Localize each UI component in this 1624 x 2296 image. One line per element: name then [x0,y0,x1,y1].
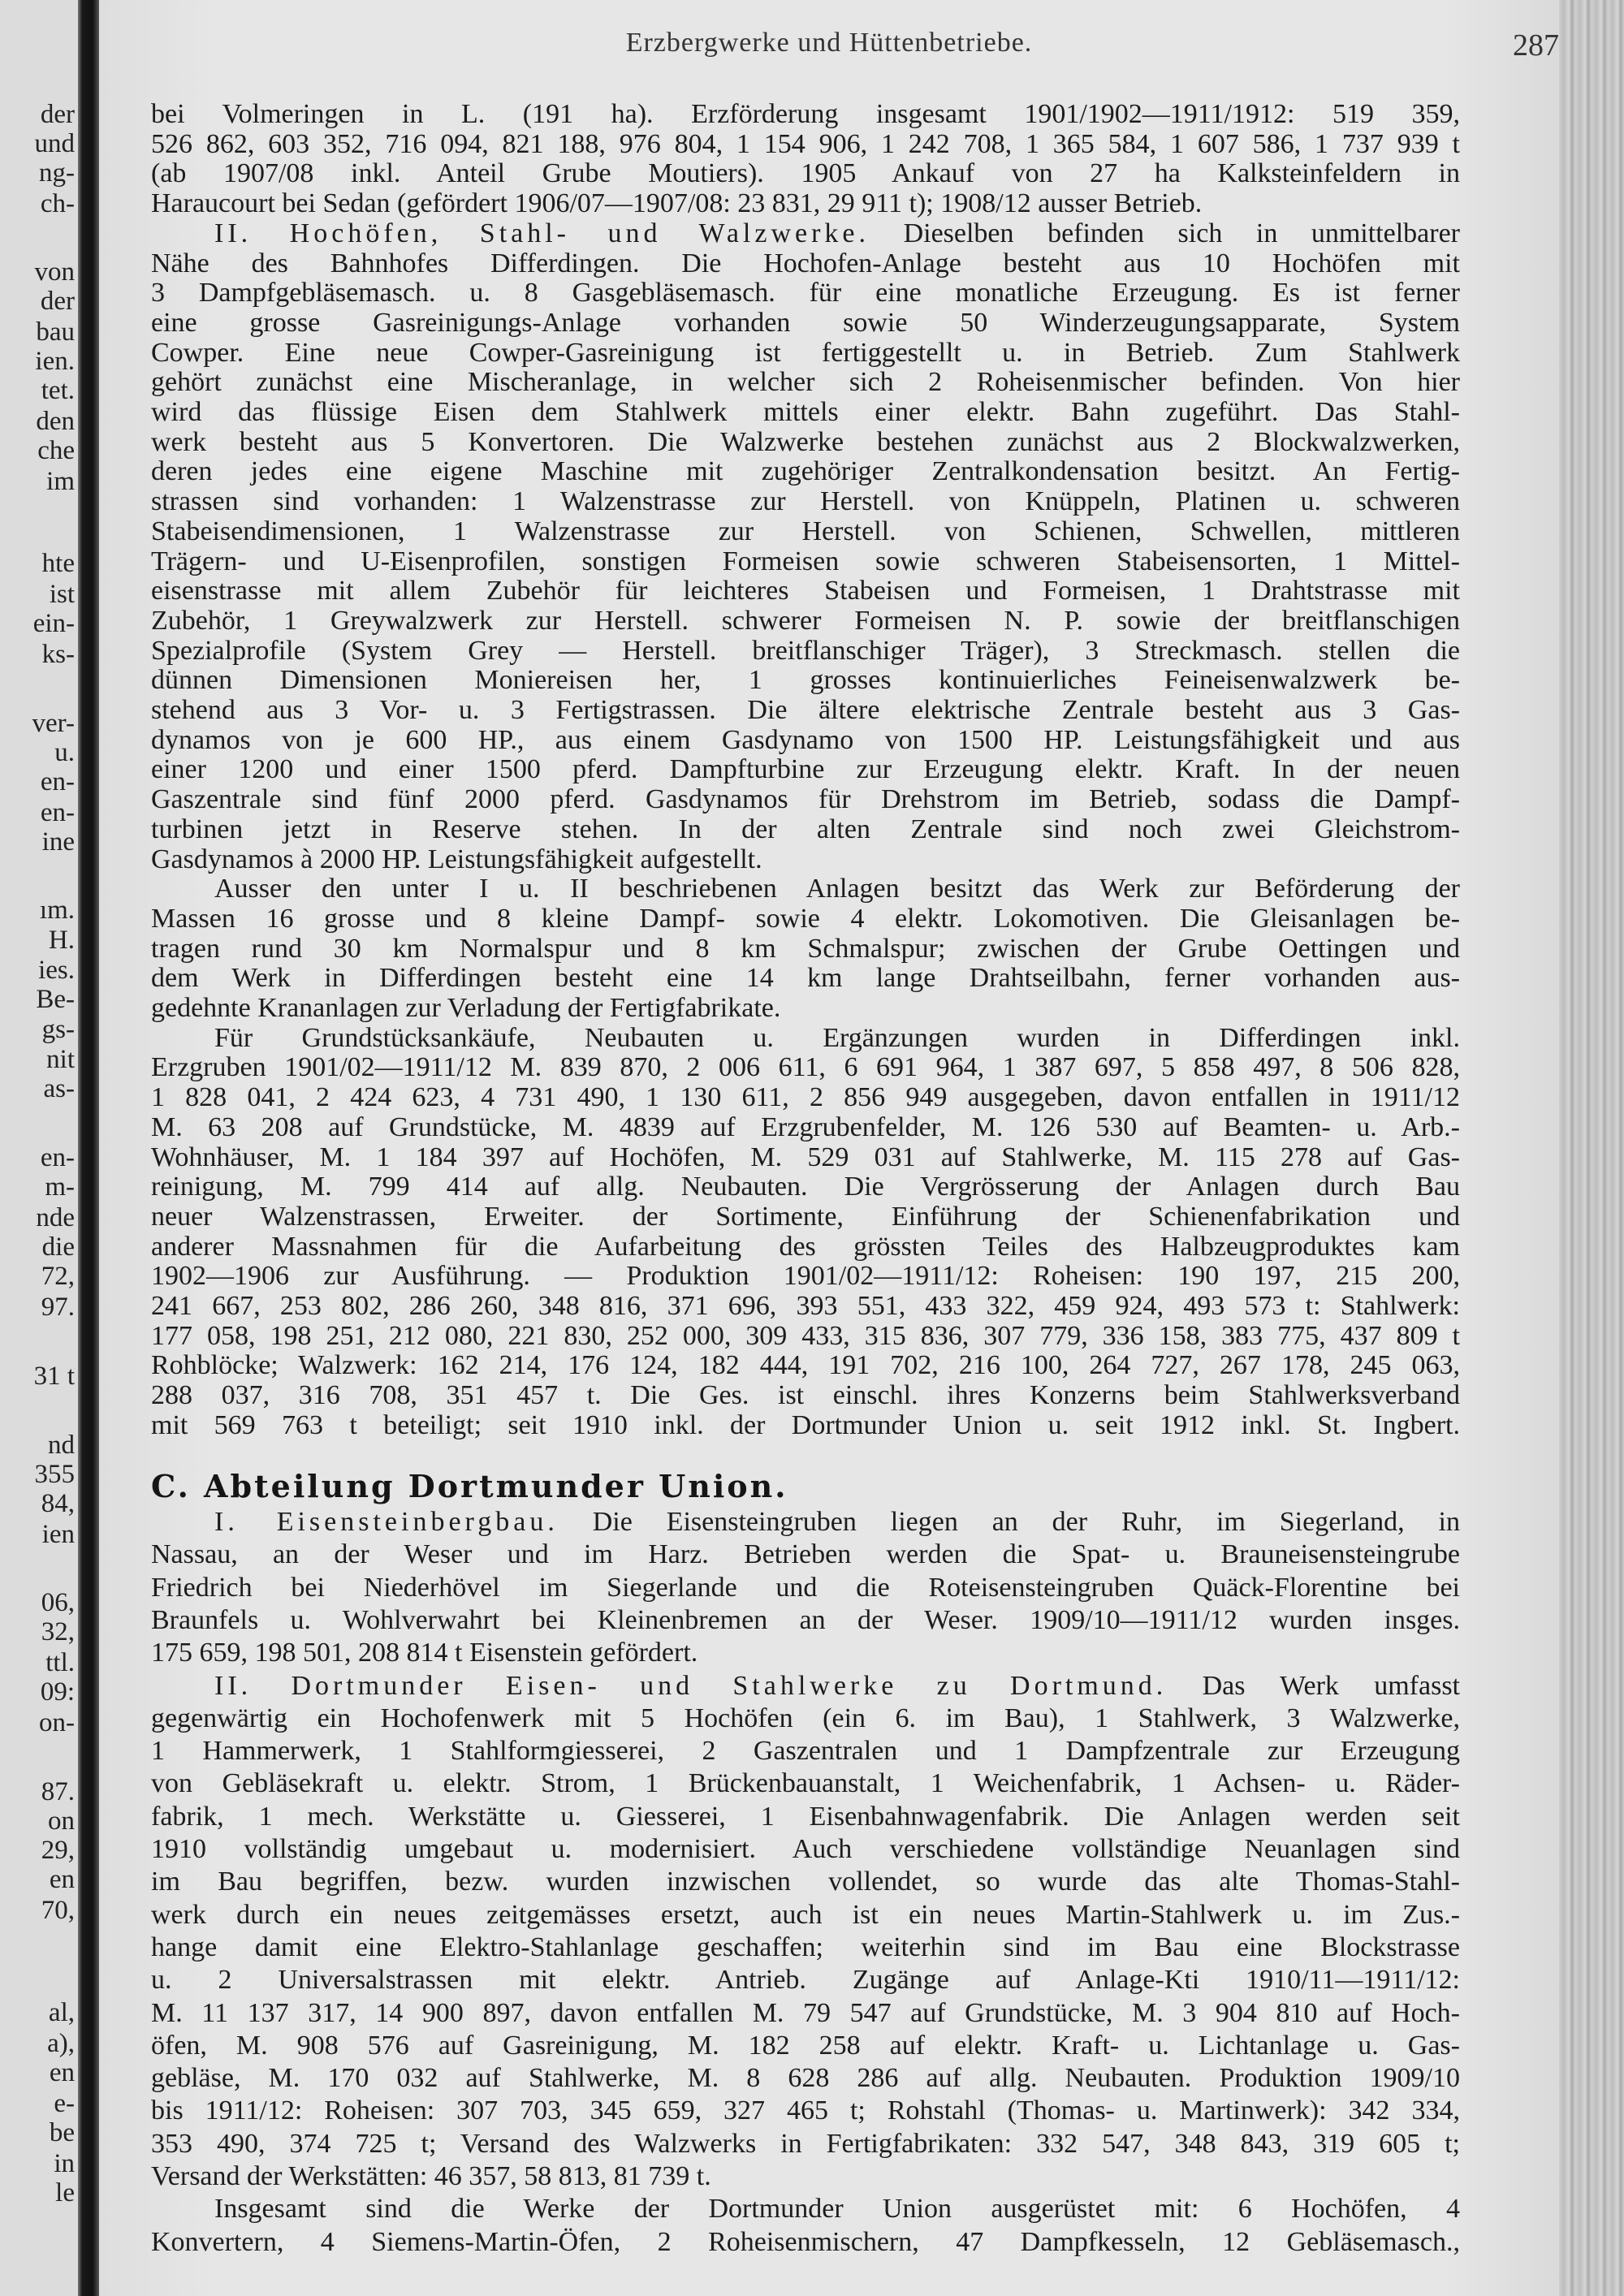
text-line [151,99,1460,130]
line-text: Wohnhäuser, M. 1 184 397 auf Hochöfen, M. 529 031 auf Stahlwerke, M. 115 278 auf Gas- [151,1142,1460,1172]
line-text: mit 569 763 t beteiligt; seit 1910 inkl. der Dortmunder Union u. seit 1912 inkl. St. Ingbert. [151,1409,1460,1440]
line-text: 1 Hammerwerk, 1 Stahlformgiesserei, 2 Gaszentralen und 1 Dampfzentrale zur Erzeugung [151,1736,1460,1767]
facing-page-fragment: ver- [32,708,75,738]
line-text: eisenstrasse mit allem Zubehör für leichteres Stabeisen und Formeisen, 1 Drahtstrasse mit [151,576,1460,606]
facing-page-fragment: m- [45,1172,75,1202]
text-line [151,1573,1460,1603]
line-text: Für Grundstücksankäufe, Neubauten u. Ergänzungen wurden in Differdingen inkl. [214,1022,1460,1053]
text-line [151,1507,1460,1538]
line-text: gebläse, M. 170 032 auf Stahlwerke, M. 8 628 286 auf allg. Neubauten. Produktion 1909/10 [151,2063,1460,2094]
text-line [151,367,1460,398]
text-line [151,1350,1460,1381]
text-line [151,1291,1460,1322]
line-text: wird das flüssige Eisen dem Stahlwerk mittels einer elektr. Bahn zugeführt. Das Stahl- [151,397,1460,427]
text-line [151,1932,1460,1963]
line-text: M. 11 137 317, 14 900 897, davon entfallen M. 79 547 auf Grundstücke, M. 3 904 810 auf Hoch- [151,1997,1460,2028]
facing-page-fragment: der [40,287,75,317]
line-text: 288 037, 316 708, 351 457 t. Die Ges. ist einschl. ihres Konzerns beim Stahlwerksverband [151,1380,1460,1411]
text-line [151,695,1460,726]
facing-page-fragment: u. [54,737,75,767]
text-line [151,427,1460,458]
facing-page-fragment: und [34,128,75,158]
line-text: 526 862, 603 352, 716 094, 821 188, 976 804, 1 154 906, 1 242 708, 1 365 584, 1 607 586, 1 737 939 t [151,128,1460,159]
line-text: gedehnte Krananlagen zur Verladung der Fertigfabrikate. [151,993,781,1023]
line-text: Das Werk umfasst [1167,1670,1461,1701]
facing-page-fragment: a), [47,2028,75,2058]
facing-page-fragment: bau [36,317,75,347]
facing-page-fragment: en- [40,1143,75,1173]
text-line [151,546,1460,577]
book-gutter [78,0,99,2296]
facing-page-fragment: H. [48,925,75,955]
line-text: fabrik, 1 mech. Werkstätte u. Giesserei, 1 Eisenbahnwagenfabrik. Die Anlagen werden seit [151,1801,1460,1832]
line-text: Friedrich bei Niederhövel im Siegerlande und die Roteisensteingruben Quäck-Florentine bei [151,1572,1460,1603]
line-text: anderer Massnahmen für die Aufarbeitung des grössten Teiles des Halbzeugproduktes kam [151,1231,1460,1262]
text-line [151,1202,1460,1232]
line-text: u. 2 Universalstrassen mit elektr. Antrieb. Zugänge auf Anlage-Kti 1910/11—1911/12: [151,1965,1460,1996]
line-text: neuer Walzenstrassen, Erweiter. der Sortimente, Einführung der Schienenfabrikation und [151,1201,1460,1232]
line-text: 3 Dampfgebläsemasch. u. 8 Gasgebläsemasch. für eine monatliche Erzeugung. Es ist ferner [151,278,1460,309]
line-text: Nähe des Bahnhofes Differdingen. Die Hochofen-Anlage besteht aus 10 Hochöfen mit [151,248,1460,278]
facing-page-edge [0,0,78,2296]
text-line [151,1082,1460,1113]
text-line [151,576,1460,606]
line-text: gehört zunächst eine Mischeranlage, in welcher sich 2 Roheisenmischer befinden. Von hier [151,367,1460,398]
facing-page-fragment: von [34,257,75,287]
page-number: 287 [1513,28,1559,63]
text-line [151,874,1460,904]
line-text: Trägern- und U-Eisenprofilen, sonstigen Formeisen sowie schweren Stabeisensorten, 1 Mittel- [151,546,1460,576]
text-line [151,248,1460,279]
text-line [151,1172,1460,1202]
line-text: Konvertern, 4 Siemens-Martin-Öfen, 2 Roheisenmischern, 47 Dampfkesseln, 12 Gebläsemasch., [151,2226,1460,2257]
line-text: 1910 vollständig umgebaut u. modernisiert. Auch verschiedene vollständige Neuanlagen sind [151,1834,1460,1864]
text-line [151,2031,1460,2061]
text-line [151,1261,1460,1292]
facing-page-fragment: 70, [41,1895,75,1925]
facing-page-fragment: ein- [32,609,75,639]
facing-page-fragment: che [37,436,75,466]
facing-page-fragment: hte [41,549,75,579]
line-text: Haraucourt bei Sedan (gefördert 1906/07—1907/08: 23 831, 29 911 t); 1908/12 ausser Betrieb. [151,188,1203,219]
text-line [151,158,1460,189]
text-line [151,1232,1460,1262]
text-line [151,665,1460,696]
line-text: tragen rund 30 km Normalspur und 8 km Schmalspur; zwischen der Grube Oettingen und [151,933,1460,964]
facing-page-fragment: ng- [39,158,75,188]
text-line [151,1321,1460,1352]
text-line [151,278,1460,309]
text-line [151,636,1460,667]
line-text: 175 659, 198 501, 208 814 t Eisenstein gefördert. [151,1638,698,1668]
facing-page-fragment: en- [40,797,75,827]
text-line [151,2095,1460,2126]
facing-page-fragment: en- [40,766,75,796]
line-text: deren jedes eine eigene Maschine mit zugehöriger Zentralkondensation besitzt. An Fertig- [151,456,1460,487]
text-line [151,2194,1460,2225]
facing-page-fragment: tet. [41,376,75,406]
text-line [151,1638,1460,1668]
text-line [151,1768,1460,1799]
line-text: bei Volmeringen in L. (191 ha). Erzförderung insgesamt 1901/1902—1911/1912: 519 359, [151,99,1460,129]
text-line [151,1703,1460,1734]
facing-page-fragment: nd [48,1430,75,1460]
line-text: stehend aus 3 Vor- u. 3 Fertigstrassen. Die ältere elektrische Zentrale besteht aus 3 Gas- [151,695,1460,725]
text-line [151,934,1460,965]
facing-page-fragment: ies. [38,956,75,986]
text-line [151,904,1460,934]
facing-page-fragment: en [49,1865,75,1895]
facing-page-fragment: nde [36,1203,75,1233]
text-line [151,1539,1460,1570]
line-text: bis 1911/12: Roheisen: 307 703, 345 659, 327 465 t; Rohstahl (Thomas- u. Martinwerk): 342 334, [151,2095,1460,2126]
facing-page-fragment: on- [39,1708,75,1738]
line-text: (ab 1907/08 inkl. Anteil Grube Moutiers). 1905 Ankauf von 27 ha Kalksteinfeldern in [151,158,1460,189]
facing-page-fragment: en [49,2058,75,2088]
text-line [151,963,1460,994]
line-text: Erzgruben 1901/02—1911/12 M. 839 870, 2 006 611, 6 691 964, 1 387 697, 5 858 497, 8 506 828, [151,1052,1460,1083]
facing-page-fragment: e- [54,2088,75,2118]
line-text: werk besteht aus 5 Konvertoren. Die Walzwerke bestehen zunächst aus 2 Blockwalzwerken, [151,426,1460,457]
line-text: Gasdynamos à 2000 HP. Leistungsfähigkeit aufgestellt. [151,844,762,874]
text-line [151,516,1460,547]
facing-page-fragment: 84, [41,1488,75,1518]
text-line [151,129,1460,160]
facing-page-fragment: 32, [41,1617,75,1647]
text-line [151,2227,1460,2258]
line-text: 241 667, 253 802, 286 260, 348 816, 371 696, 393 551, 433 322, 459 924, 493 573 t: Stahlwerk: [151,1291,1460,1321]
line-text: Dieselben befinden sich in unmittelbarer [870,218,1461,248]
text-line [151,1380,1460,1411]
line-text: 1 828 041, 2 424 623, 4 731 490, 1 130 611, 2 856 949 ausgegeben, davon entfallen in 1911/12 [151,1082,1460,1113]
line-text: Die Eisensteingruben liegen an der Ruhr, im Siegerland, in [558,1507,1460,1537]
text-line [151,606,1460,637]
text-line [151,1834,1460,1865]
line-text: einer 1200 und einer 1500 pferd. Dampfturbine zur Erzeugung elektr. Kraft. In der neuen [151,754,1460,785]
facing-page-fragment: 29, [41,1835,75,1865]
facing-page-fragment: al, [48,1998,75,2028]
facing-page-fragment: as- [43,1074,75,1104]
line-text: öfen, M. 908 576 auf Gasreinigung, M. 182 258 auf elektr. Kraft- u. Lichtanlage u. Gas- [151,2030,1460,2061]
text-line [151,1142,1460,1173]
line-text: werk durch ein neues zeitgemässes ersetzt, auch ist ein neues Martin-Stahlwerk u. im Zus.- [151,1899,1460,1930]
line-text: Insgesamt sind die Werke der Dortmunder Union ausgerüstet mit: 6 Hochöfen, 4 [214,2194,1460,2225]
text-line [151,486,1460,517]
facing-page-fragment: Be- [36,985,75,1015]
line-text: Zubehör, 1 Greywalzwerk zur Herstell. schwerer Formeisen N. P. sowie der breitflanschigen [151,605,1460,636]
line-text: M. 63 208 auf Grundstücke, M. 4839 auf Erzgrubenfelder, M. 126 530 auf Beamten- u. Arb.- [151,1111,1460,1142]
line-text: reinigung, M. 799 414 auf allg. Neubauten. Die Vergrösserung der Anlagen durch Bau [151,1172,1460,1202]
text-line [151,1867,1460,1897]
line-text: Ausser den unter I u. II beschriebenen Anlagen besitzt das Werk zur Beförderung der [214,874,1460,904]
section-heading: C. Abteilung Dortmunder Union. [151,1468,788,1504]
text-line [151,1112,1460,1143]
document-page [99,0,1559,2296]
text-line [151,1605,1460,1636]
line-text: turbinen jetzt in Reserve stehen. In der alten Zentrale sind noch zwei Gleichstrom- [151,814,1460,844]
line-text: Stabeisendimensionen, 1 Walzenstrasse zur Herstell. von Schienen, Schwellen, mittleren [151,516,1460,546]
spaced-heading-text: II. Dortmunder Eisen- und Stahlwerke zu Dortmund. [214,1670,1168,1701]
line-text: im Bau begriffen, bezw. wurden inzwischen vollendet, so wurde das alte Thomas-Stahl- [151,1867,1460,1897]
facing-page-fragment: 97. [41,1293,75,1323]
text-line [151,844,1460,875]
line-text: 353 490, 374 725 t; Versand des Walzwerks in Fertigfabrikaten: 332 547, 348 843, 319 605 t; [151,2128,1460,2159]
text-line [151,1965,1460,1996]
facing-page-fragment: ien. [35,347,75,377]
line-text: von Gebläsekraft u. elektr. Strom, 1 Brückenbauanstalt, 1 Weichenfabrik, 1 Achsen- u. Räder- [151,1768,1460,1799]
text-line [151,456,1460,487]
facing-page-fragment: ks- [41,639,75,669]
facing-page-fragment: in [54,2148,75,2178]
line-text: Spezialprofile (System Grey — Herstell. breitflanschiger Träger), 3 Streckmasch. stellen die [151,635,1460,666]
facing-page-fragment: ine [41,826,75,857]
text-line [151,397,1460,428]
running-title: Erzbergwerke und Hüttenbetriebe. [625,28,1033,58]
facing-page-fragment: im [46,467,75,497]
text-line [151,188,1460,219]
text-line [151,2161,1460,2192]
facing-page-fragment: ttl. [45,1648,75,1678]
facing-page-fragment: 31 t [33,1361,75,1391]
page-edge-curl [1559,0,1624,2296]
facing-page-fragment: gs- [41,1014,75,1044]
line-text: hange damit eine Elektro-Stahlanlage geschaffen; weiterhin sind im Bau eine Blockstrasse [151,1931,1460,1962]
spaced-heading-text: I. Eisensteinbergbau. [214,1507,559,1537]
facing-page-fragment: nit [46,1045,75,1075]
text-line [151,1052,1460,1083]
line-text: Nassau, an der Weser und im Harz. Betrieben werden die Spat- u. Brauneisensteingrube [151,1539,1460,1570]
line-text: dynamos von je 600 HP., aus einem Gasdynamo von 1500 HP. Leistungsfähigkeit und aus [151,724,1460,755]
text-line [151,754,1460,785]
text-line [151,1023,1460,1054]
facing-page-fragment: 87. [41,1776,75,1806]
text-line [151,1900,1460,1931]
line-text: 1902—1906 zur Ausführung. — Produktion 1901/02—1911/12: Roheisen: 190 197, 215 200, [151,1261,1460,1292]
text-line [151,993,1460,1024]
text-line [151,1736,1460,1767]
text-line [151,1410,1460,1441]
text-line [151,1671,1460,1702]
line-text: dünnen Dimensionen Moniereisen her, 1 grosses kontinuierliches Feineisenwalzwerk be- [151,665,1460,696]
text-line [151,2129,1460,2160]
line-text: dem Werk in Differdingen besteht eine 14 km lange Drahtseilbahn, ferner vorhanden aus- [151,963,1460,994]
facing-page-fragment: den [36,407,75,437]
text-line [151,1998,1460,2029]
facing-page-fragment: 355 [34,1459,75,1489]
line-text: strassen sind vorhanden: 1 Walzenstrasse zur Herstell. von Knüppeln, Platinen u. schweren [151,486,1460,517]
line-text: Gaszentrale sind fünf 2000 pferd. Gasdynamos für Drehstrom im Betrieb, sodass die Dampf- [151,784,1460,815]
line-text: eine grosse Gasreinigungs-Anlage vorhanden sowie 50 Winderzeugungsapparate, System [151,307,1460,338]
line-text: Cowper. Eine neue Cowper-Gasreinigung ist fertiggestellt u. in Betrieb. Zum Stahlwerk [151,337,1460,368]
line-text: gegenwärtig ein Hochofenwerk mit 5 Hochöfen (ein 6. im Bau), 1 Stahlwerk, 3 Walzwerke, [151,1703,1460,1733]
facing-page-fragment: le [55,2177,75,2208]
text-line [151,338,1460,369]
text-line [151,218,1460,249]
facing-page-fragment: ien [41,1519,75,1549]
facing-page-fragment: ist [49,580,75,610]
text-line [151,814,1460,845]
text-line [151,2063,1460,2094]
line-text: Massen 16 grosse und 8 kleine Dampf- sowie 4 elektr. Lokomotiven. Die Gleisanlagen be- [151,903,1460,934]
facing-page-fragment: 72, [41,1262,75,1292]
text-line [151,308,1460,339]
facing-page-fragment: 06, [41,1588,75,1618]
facing-page-fragment: 09: [40,1677,75,1707]
page-header [99,28,1559,65]
line-text: Braunfels u. Wohlverwahrt bei Kleinenbremen an der Weser. 1909/10—1911/12 wurden insges. [151,1604,1460,1635]
facing-page-fragment: der [40,99,75,129]
facing-page-fragment: on [48,1806,75,1836]
line-text: Versand der Werkstätten: 46 357, 58 813, 81 739 t. [151,2161,711,2191]
facing-page-fragment: be [49,2117,75,2147]
spaced-heading-text: II. Hochöfen, Stahl- und Walzwerke. [214,218,870,248]
facing-page-fragment: ch- [40,188,75,218]
facing-page-fragment: die [41,1232,75,1262]
line-text: 177 058, 198 251, 212 080, 221 830, 252 000, 309 433, 315 836, 307 779, 336 158, 383 775, 437 809 t [151,1320,1460,1351]
text-line [151,784,1460,815]
text-line [151,725,1460,756]
text-line [151,1802,1460,1832]
line-text: Rohblöcke; Walzwerk: 162 214, 176 124, 182 444, 191 702, 216 100, 264 727, 267 178, 245 063, [151,1350,1460,1381]
facing-page-fragment: ım. [39,896,75,926]
